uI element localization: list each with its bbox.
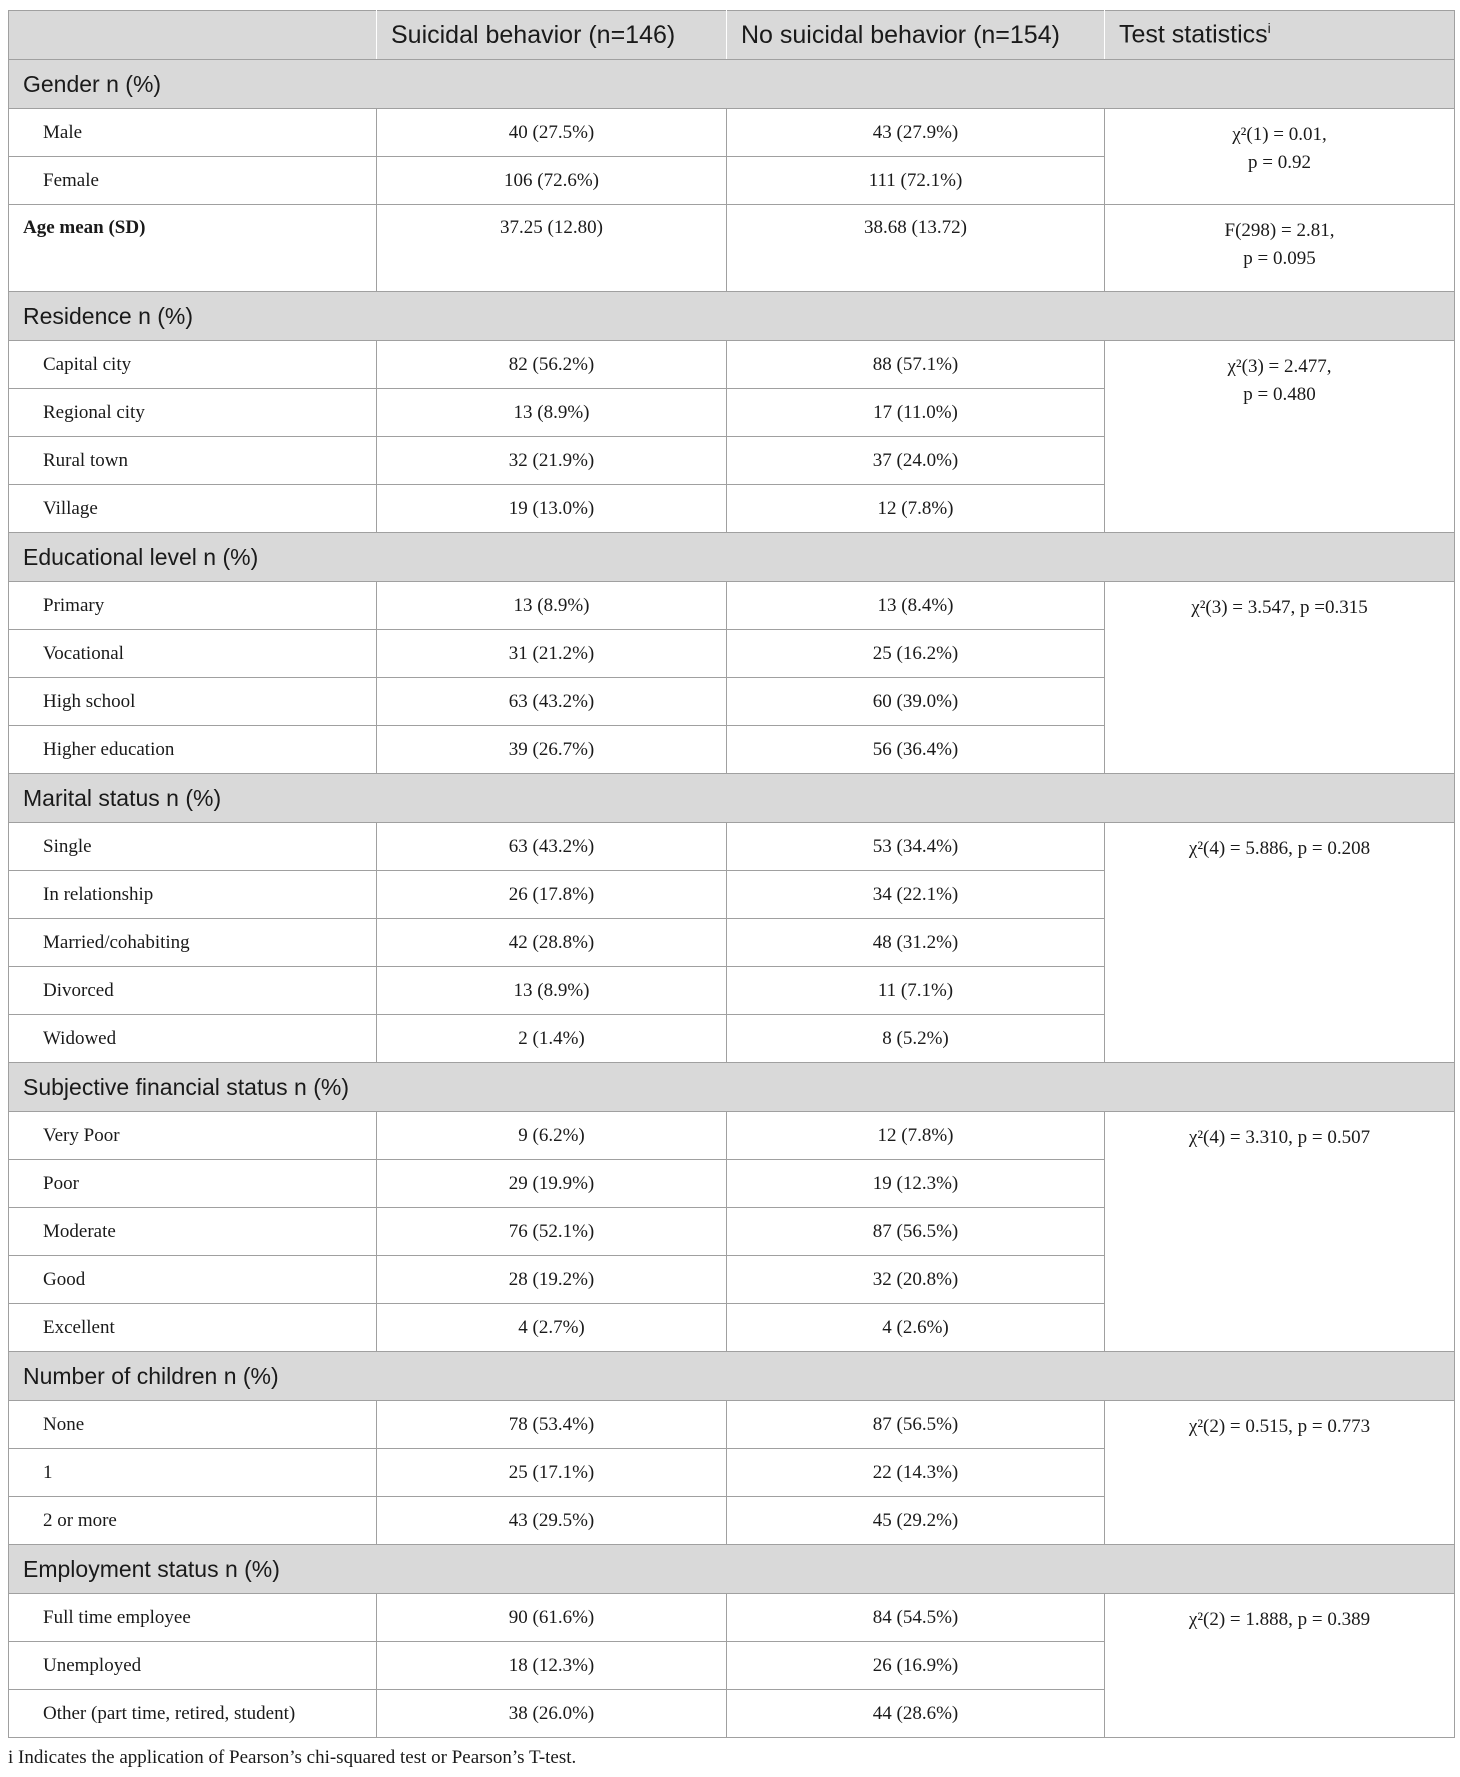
- stat-line: χ²(3) = 2.477,: [1227, 356, 1332, 377]
- header-suicidal: Suicidal behavior (n=146): [377, 11, 727, 60]
- cell-suicidal: 31 (21.2%): [377, 630, 727, 678]
- cell-no-suicidal: 87 (56.5%): [727, 1208, 1105, 1256]
- row-label-age: Age mean (SD): [9, 205, 377, 292]
- table-row: [9, 823, 1455, 871]
- category-children: Number of children n (%): [9, 1352, 1455, 1401]
- row-label: None: [9, 1401, 377, 1449]
- category-financial: Subjective financial status n (%): [9, 1063, 1455, 1112]
- table-row: [9, 1594, 1455, 1642]
- cell-no-suicidal: 4 (2.6%): [727, 1304, 1105, 1352]
- category-row: [9, 1063, 1455, 1112]
- category-row: [9, 533, 1455, 582]
- header-row: [9, 11, 1455, 60]
- category-row: [9, 1545, 1455, 1594]
- cell-no-suicidal: 37 (24.0%): [727, 437, 1105, 485]
- cell-no-suicidal: 12 (7.8%): [727, 485, 1105, 533]
- cell-no-suicidal: 84 (54.5%): [727, 1594, 1105, 1642]
- row-label: Village: [9, 485, 377, 533]
- cell-test-stat: [1105, 109, 1455, 205]
- cell-no-suicidal: 111 (72.1%): [727, 157, 1105, 205]
- cell-no-suicidal: 11 (7.1%): [727, 967, 1105, 1015]
- cell-no-suicidal: 8 (5.2%): [727, 1015, 1105, 1063]
- row-label: Full time employee: [9, 1594, 377, 1642]
- cell-no-suicidal: 48 (31.2%): [727, 919, 1105, 967]
- table-container: [8, 10, 1454, 1738]
- cell-no-suicidal: 34 (22.1%): [727, 871, 1105, 919]
- stat-line: p = 0.480: [1243, 384, 1316, 405]
- cell-suicidal: 25 (17.1%): [377, 1449, 727, 1497]
- category-row: [9, 292, 1455, 341]
- cell-no-suicidal: 88 (57.1%): [727, 341, 1105, 389]
- cell-no-suicidal: 45 (29.2%): [727, 1497, 1105, 1545]
- header-footnote-marker: i: [1267, 20, 1271, 37]
- row-label: Widowed: [9, 1015, 377, 1063]
- cell-suicidal: 40 (27.5%): [377, 109, 727, 157]
- stat-line: p = 0.92: [1248, 152, 1311, 173]
- cell-test-stat: [1105, 205, 1455, 292]
- cell-no-suicidal: 60 (39.0%): [727, 678, 1105, 726]
- cell-no-suicidal: 25 (16.2%): [727, 630, 1105, 678]
- cell-suicidal: 29 (19.9%): [377, 1160, 727, 1208]
- cell-test-stat: [1105, 341, 1455, 533]
- row-label: Rural town: [9, 437, 377, 485]
- stat-line: χ²(1) = 0.01,: [1232, 124, 1327, 145]
- cell-test-stat: χ²(4) = 3.310, p = 0.507: [1105, 1112, 1455, 1352]
- cell-no-suicidal: 17 (11.0%): [727, 389, 1105, 437]
- cell-suicidal: 43 (29.5%): [377, 1497, 727, 1545]
- cell-test-stat: χ²(2) = 0.515, p = 0.773: [1105, 1401, 1455, 1545]
- cell-no-suicidal: 12 (7.8%): [727, 1112, 1105, 1160]
- row-label: Vocational: [9, 630, 377, 678]
- cell-no-suicidal: 53 (34.4%): [727, 823, 1105, 871]
- row-label: Male: [9, 109, 377, 157]
- row-label: Regional city: [9, 389, 377, 437]
- row-label: Capital city: [9, 341, 377, 389]
- cell-suicidal: 38 (26.0%): [377, 1690, 727, 1738]
- stat-line: F(298) = 2.81,: [1224, 220, 1335, 241]
- row-label: Good: [9, 1256, 377, 1304]
- category-row: [9, 1352, 1455, 1401]
- header-test-label: Test statistics: [1119, 20, 1268, 49]
- cell-suicidal: 28 (19.2%): [377, 1256, 727, 1304]
- cell-suicidal: 2 (1.4%): [377, 1015, 727, 1063]
- cell-suicidal: 106 (72.6%): [377, 157, 727, 205]
- category-employment: Employment status n (%): [9, 1545, 1455, 1594]
- cell-suicidal: 76 (52.1%): [377, 1208, 727, 1256]
- row-label: Divorced: [9, 967, 377, 1015]
- cell-suicidal: 4 (2.7%): [377, 1304, 727, 1352]
- cell-no-suicidal: 38.68 (13.72): [727, 205, 1105, 292]
- category-marital: Marital status n (%): [9, 774, 1455, 823]
- row-label: 1: [9, 1449, 377, 1497]
- row-label: Very Poor: [9, 1112, 377, 1160]
- table-footnote: i Indicates the application of Pearson’s chi-squared test or Pearson’s T-test.: [8, 1747, 577, 1768]
- cell-suicidal: 82 (56.2%): [377, 341, 727, 389]
- cell-no-suicidal: 44 (28.6%): [727, 1690, 1105, 1738]
- cell-suicidal: 90 (61.6%): [377, 1594, 727, 1642]
- row-label: In relationship: [9, 871, 377, 919]
- table-row: [9, 341, 1455, 389]
- cell-no-suicidal: 43 (27.9%): [727, 109, 1105, 157]
- cell-no-suicidal: 87 (56.5%): [727, 1401, 1105, 1449]
- table-row: [9, 205, 1455, 292]
- stat-line: p = 0.095: [1243, 248, 1316, 269]
- row-label: Moderate: [9, 1208, 377, 1256]
- table-row: [9, 1401, 1455, 1449]
- cell-suicidal: 19 (13.0%): [377, 485, 727, 533]
- cell-suicidal: 37.25 (12.80): [377, 205, 727, 292]
- cell-suicidal: 13 (8.9%): [377, 389, 727, 437]
- row-label: Unemployed: [9, 1642, 377, 1690]
- header-no-suicidal: No suicidal behavior (n=154): [727, 11, 1105, 60]
- cell-suicidal: 39 (26.7%): [377, 726, 727, 774]
- category-row: [9, 774, 1455, 823]
- category-residence: Residence n (%): [9, 292, 1455, 341]
- cell-suicidal: 13 (8.9%): [377, 582, 727, 630]
- header-test-statistics: [1105, 11, 1455, 60]
- cell-suicidal: 9 (6.2%): [377, 1112, 727, 1160]
- table-row: [9, 1112, 1455, 1160]
- category-gender: Gender n (%): [9, 60, 1455, 109]
- row-label: Other (part time, retired, student): [9, 1690, 377, 1738]
- row-label: Married/cohabiting: [9, 919, 377, 967]
- cell-suicidal: 42 (28.8%): [377, 919, 727, 967]
- demographics-table: [8, 10, 1455, 1738]
- table-row: [9, 109, 1455, 157]
- category-education: Educational level n (%): [9, 533, 1455, 582]
- cell-suicidal: 18 (12.3%): [377, 1642, 727, 1690]
- row-label: Poor: [9, 1160, 377, 1208]
- row-label: Female: [9, 157, 377, 205]
- cell-no-suicidal: 19 (12.3%): [727, 1160, 1105, 1208]
- cell-no-suicidal: 13 (8.4%): [727, 582, 1105, 630]
- cell-no-suicidal: 56 (36.4%): [727, 726, 1105, 774]
- cell-suicidal: 13 (8.9%): [377, 967, 727, 1015]
- row-label: High school: [9, 678, 377, 726]
- table-row: [9, 582, 1455, 630]
- cell-test-stat: χ²(2) = 1.888, p = 0.389: [1105, 1594, 1455, 1738]
- row-label: 2 or more: [9, 1497, 377, 1545]
- cell-suicidal: 63 (43.2%): [377, 823, 727, 871]
- cell-test-stat: χ²(4) = 5.886, p = 0.208: [1105, 823, 1455, 1063]
- cell-no-suicidal: 22 (14.3%): [727, 1449, 1105, 1497]
- row-label: Higher education: [9, 726, 377, 774]
- cell-suicidal: 26 (17.8%): [377, 871, 727, 919]
- cell-suicidal: 32 (21.9%): [377, 437, 727, 485]
- cell-test-stat: χ²(3) = 3.547, p =0.315: [1105, 582, 1455, 774]
- cell-suicidal: 78 (53.4%): [377, 1401, 727, 1449]
- cell-no-suicidal: 32 (20.8%): [727, 1256, 1105, 1304]
- row-label: Excellent: [9, 1304, 377, 1352]
- header-empty: [9, 11, 377, 60]
- row-label: Single: [9, 823, 377, 871]
- cell-suicidal: 63 (43.2%): [377, 678, 727, 726]
- cell-no-suicidal: 26 (16.9%): [727, 1642, 1105, 1690]
- category-row: [9, 60, 1455, 109]
- row-label: Primary: [9, 582, 377, 630]
